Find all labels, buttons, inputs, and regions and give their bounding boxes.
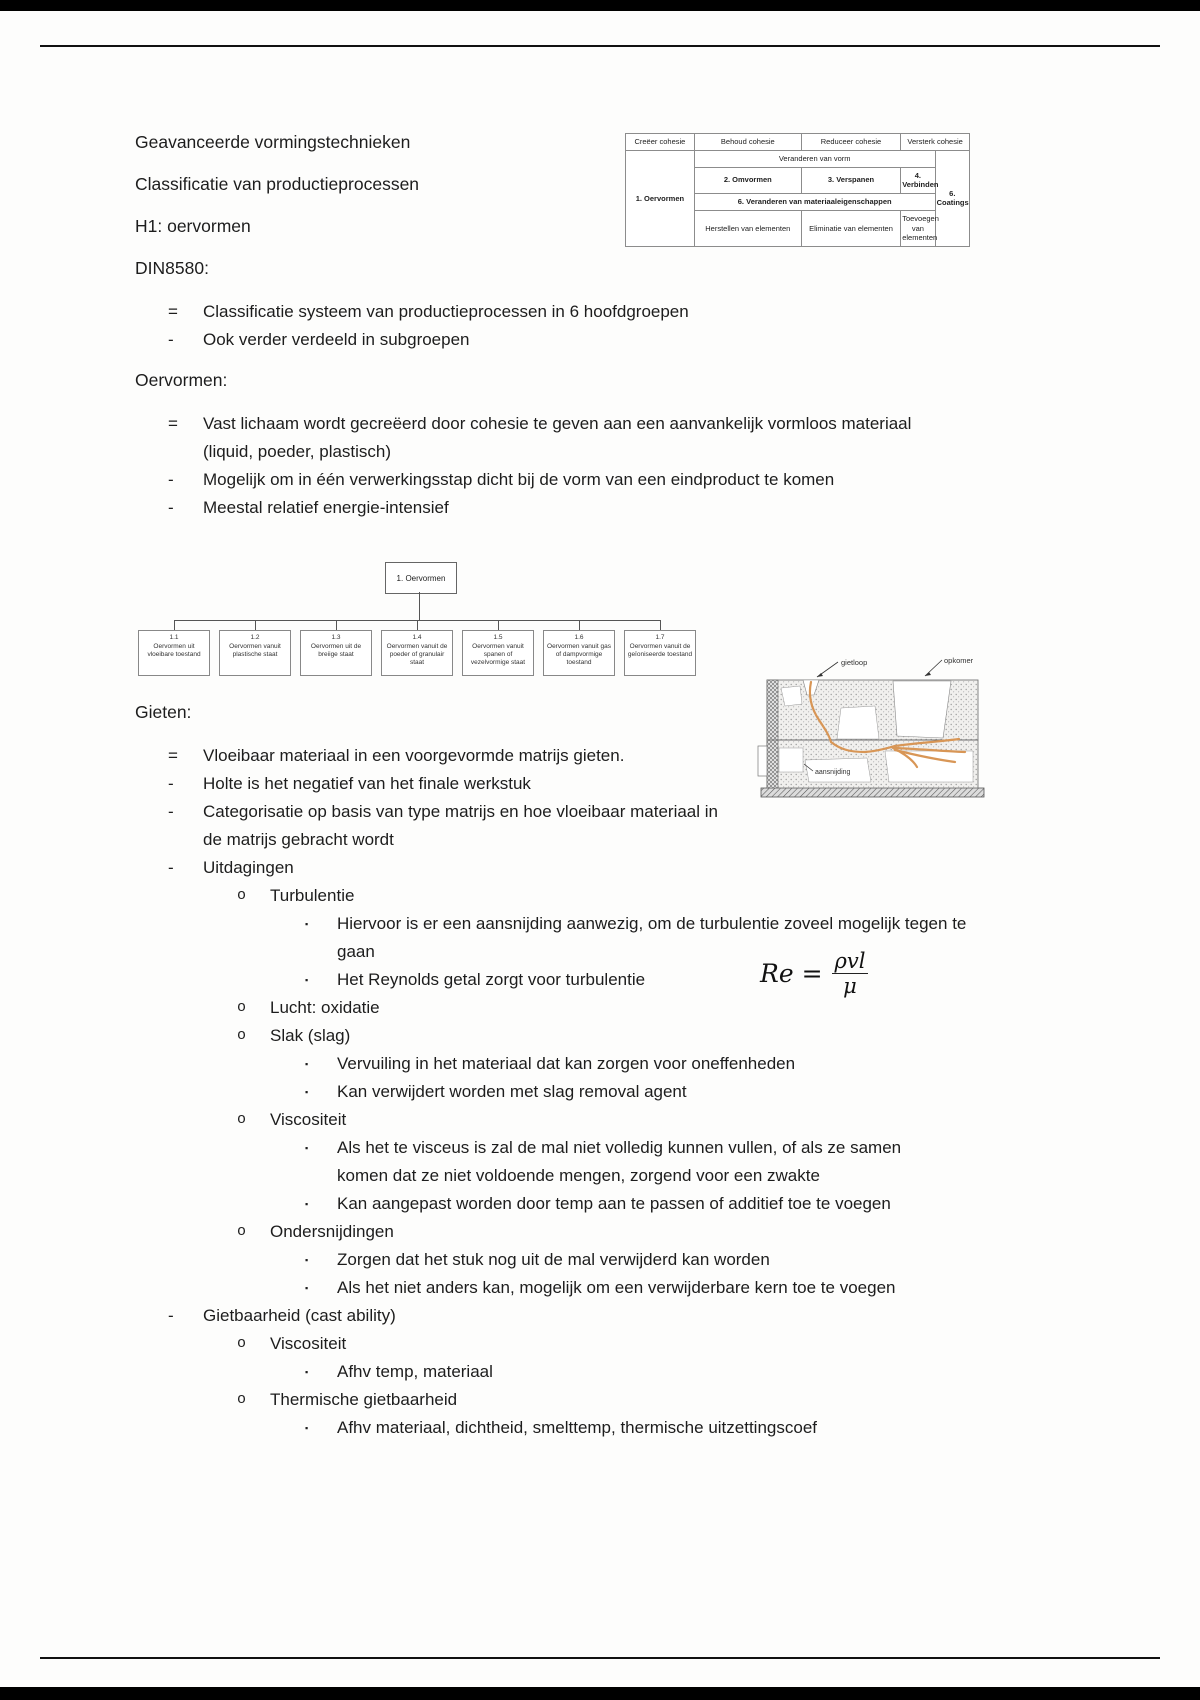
doc-subtitle: Classificatie van productieprocessen xyxy=(135,174,420,194)
top-black-bar xyxy=(0,0,1200,11)
tree-connector xyxy=(498,620,499,630)
list-item xyxy=(135,1246,1005,1274)
top-rule xyxy=(40,45,1160,47)
tree-node xyxy=(624,630,696,676)
bullet-text: Holte is het negatief van het finale werkstuk xyxy=(203,774,531,793)
tree-connector xyxy=(579,620,580,630)
svg-text:gietloop: gietloop xyxy=(841,658,868,667)
bullet-text: Zorgen dat het stuk nog uit de mal verwijderd kan worden xyxy=(337,1250,770,1269)
formula-numerator: ρvl xyxy=(832,950,869,974)
bullet-text: Kan aangepast worden door temp aan te passen of additief toe te voegen xyxy=(337,1194,891,1213)
bullet-text: Classificatie systeem van productieprocessen in 6 hoofdgroepen xyxy=(203,302,689,321)
list-item xyxy=(135,1218,1005,1246)
list-item xyxy=(135,742,1005,770)
tree-node xyxy=(219,630,291,676)
table-cell-verbinden: 4. Verbinden xyxy=(901,167,935,194)
tree-node-label: Oervormen vanuit de poeder of granulair staat xyxy=(386,643,448,666)
table-cell-materiaaleigenschappen: 6. Veranderen van materiaaleigenschappen xyxy=(694,194,935,211)
table-cell-coatings: 6. Coatings xyxy=(935,150,969,246)
tree-node-label: Oervormen vanuit de geïoniseerde toestand xyxy=(627,643,693,658)
bullet-text: Afhv temp, materiaal xyxy=(337,1362,493,1381)
list-item xyxy=(135,798,1005,854)
list-item xyxy=(135,1106,1005,1134)
bullet-text: Meestal relatief energie-intensief xyxy=(203,498,449,517)
tree-children xyxy=(138,630,696,676)
tree-node-number: 1.5 xyxy=(493,634,503,641)
tree-node-label: Oervormen vanuit spanen of vezelvormige staat xyxy=(470,643,526,666)
tree-connector xyxy=(419,592,420,620)
svg-text:aansnijding: aansnijding xyxy=(815,769,851,776)
table-header-cell: Versterk cohesie xyxy=(901,134,970,151)
bullet-text: Viscositeit xyxy=(270,1334,347,1353)
list-item xyxy=(135,1330,1005,1358)
bullet-marker: ▪ xyxy=(305,1059,309,1069)
bullet-text: Hiervoor is er een aansnijding aanwezig, om de turbulentie zoveel mogelijk tegen te gaan xyxy=(337,914,967,961)
table-cell-veranderen-vorm: Veranderen van vorm xyxy=(694,150,935,167)
oervormen-list xyxy=(135,410,1005,522)
bullet-text: Thermische gietbaarheid xyxy=(270,1390,458,1409)
bullet-marker: ▪ xyxy=(305,1087,309,1097)
bullet-marker: ▪ xyxy=(305,1143,309,1153)
bottom-black-bar xyxy=(0,1687,1200,1700)
list-item xyxy=(135,1302,1005,1330)
tree-node xyxy=(462,630,534,676)
tree-connector xyxy=(255,620,256,630)
formula-fraction xyxy=(832,950,869,997)
list-item xyxy=(135,770,1005,798)
tree-connector xyxy=(660,620,661,630)
bullet-marker: ▪ xyxy=(305,1283,309,1293)
oervormen-tree-diagram xyxy=(135,562,1005,682)
bullet-text: Ondersnijdingen xyxy=(270,1222,394,1241)
tree-root: 1. Oervormen xyxy=(385,562,457,594)
tree-node-label: Oervormen uit de breiige staat xyxy=(310,643,362,658)
bullet-text: Vast lichaam wordt gecreëerd door cohesie te geven aan een aanvankelijk vormloos materiaal (liquid, poeder, plastisch) xyxy=(203,414,912,461)
bullet-marker: = xyxy=(168,746,178,765)
table-header-cell: Creëer cohesie xyxy=(626,134,695,151)
doc-title: Geavanceerde vormingstechnieken xyxy=(135,132,411,152)
bullet-marker: o xyxy=(237,1335,247,1352)
list-item xyxy=(135,1050,1005,1078)
tree-node xyxy=(381,630,453,676)
bullet-marker: - xyxy=(168,774,174,793)
list-item xyxy=(135,882,1005,910)
bullet-text: Kan verwijdert worden met slag removal agent xyxy=(337,1082,687,1101)
bullet-text: Afhv materiaal, dichtheid, smelttemp, thermische uitzettingscoef xyxy=(337,1418,817,1437)
bullet-marker: - xyxy=(168,330,174,349)
bullet-text: Mogelijk om in één verwerkingsstap dicht bij de vorm van een eindproduct te komen xyxy=(203,470,835,489)
tree-node xyxy=(300,630,372,676)
list-item xyxy=(135,1274,1005,1302)
list-item xyxy=(135,494,1005,522)
bullet-text: Categorisatie op basis van type matrijs en hoe vloeibaar materiaal in de matrijs gebracht wordt xyxy=(203,802,718,849)
bullet-marker: ▪ xyxy=(305,975,309,985)
gieten-list xyxy=(135,742,1005,1442)
list-item xyxy=(135,410,1005,466)
bullet-text: Turbulentie xyxy=(270,886,355,905)
svg-text:opkomer: opkomer xyxy=(944,656,974,665)
bullet-marker: = xyxy=(168,302,178,321)
bullet-marker: ▪ xyxy=(305,1367,309,1377)
bullet-marker: - xyxy=(168,498,174,517)
list-item xyxy=(135,1358,1005,1386)
table-cell-herstellen: Herstellen van elementen xyxy=(694,210,801,246)
table-cell-omvormen: 2. Omvormen xyxy=(694,167,801,194)
gieten-heading: Gieten: xyxy=(135,702,192,722)
bullet-marker: = xyxy=(168,414,178,433)
bullet-text: Als het niet anders kan, mogelijk om een verwijderbare kern toe te voegen xyxy=(337,1278,896,1297)
table-header-cell: Reduceer cohesie xyxy=(801,134,900,151)
bullet-text: Gietbaarheid (cast ability) xyxy=(203,1306,396,1325)
list-item xyxy=(135,1134,1005,1190)
tree-node-label: Oervormen uit vloeibare toestand xyxy=(147,643,201,658)
bottom-rule xyxy=(40,1657,1160,1659)
list-item xyxy=(135,854,1005,882)
bullet-marker: o xyxy=(237,887,247,904)
list-item xyxy=(135,298,1005,326)
list-item xyxy=(135,1190,1005,1218)
list-item xyxy=(135,1386,1005,1414)
bullet-marker: ▪ xyxy=(305,1199,309,1209)
bullet-marker: - xyxy=(168,470,174,489)
bullet-marker: ▪ xyxy=(305,1423,309,1433)
chapter-heading: H1: oervormen xyxy=(135,216,251,236)
tree-node xyxy=(543,630,615,676)
formula-lhs: Re = xyxy=(760,958,823,988)
din-heading: DIN8580: xyxy=(135,258,209,278)
reynolds-formula xyxy=(760,950,868,997)
tree-connector xyxy=(174,620,175,630)
table-cell-oervormen: 1. Oervormen xyxy=(626,150,695,246)
bullet-marker: o xyxy=(237,1391,247,1408)
list-item xyxy=(135,326,1005,354)
bullet-marker: o xyxy=(237,1223,247,1240)
bullet-text: Het Reynolds getal zorgt voor turbulentie xyxy=(337,970,646,989)
list-item xyxy=(135,1414,1005,1442)
table-cell-verspanen: 3. Verspanen xyxy=(801,167,900,194)
tree-node-number: 1.2 xyxy=(250,634,260,641)
bullet-marker: - xyxy=(168,1306,174,1325)
bullet-marker: o xyxy=(237,1111,247,1128)
bullet-text: Vloeibaar materiaal in een voorgevormde matrijs gieten. xyxy=(203,746,625,765)
tree-node-number: 1.1 xyxy=(169,634,179,641)
tree-node-number: 1.7 xyxy=(655,634,665,641)
din-list xyxy=(135,298,1005,354)
bullet-text: Ook verder verdeeld in subgroepen xyxy=(203,330,470,349)
bullet-marker: ▪ xyxy=(305,1255,309,1265)
list-item xyxy=(135,1078,1005,1106)
tree-node-number: 1.4 xyxy=(412,634,422,641)
document-content xyxy=(135,128,1005,1454)
tree-node-number: 1.3 xyxy=(331,634,341,641)
formula-denominator: μ xyxy=(843,974,857,999)
bullet-text: Uitdagingen xyxy=(203,858,294,877)
bullet-marker: o xyxy=(237,1027,247,1044)
tree-connector xyxy=(417,620,418,630)
bullet-text: Slak (slag) xyxy=(270,1026,351,1045)
table-header-cell: Behoud cohesie xyxy=(694,134,801,151)
bullet-text: Viscositeit xyxy=(270,1110,347,1129)
tree-node-label: Oervormen vanuit gas of dampvormige toestand xyxy=(547,643,611,666)
list-item xyxy=(135,994,1005,1022)
bullet-text: Als het te visceus is zal de mal niet volledig kunnen vullen, of als ze samen komen dat ze niet voldoende mengen, zorgend voor een zwakte xyxy=(337,1138,902,1185)
tree-node xyxy=(138,630,210,676)
table-cell-toevoegen: Toevoegen van elementen xyxy=(901,210,935,246)
tree-connector xyxy=(336,620,337,630)
bullet-text: Lucht: oxidatie xyxy=(270,998,380,1017)
bullet-text: Vervuiling in het materiaal dat kan zorgen voor oneffenheden xyxy=(337,1054,796,1073)
oervormen-heading: Oervormen: xyxy=(135,370,228,390)
tree-node-number: 1.6 xyxy=(574,634,584,641)
list-item xyxy=(135,466,1005,494)
bullet-marker: ▪ xyxy=(305,919,309,929)
list-item xyxy=(135,949,1005,999)
bullet-marker: - xyxy=(168,858,174,877)
bullet-marker: - xyxy=(168,802,174,821)
bullet-marker: o xyxy=(237,999,247,1016)
list-item xyxy=(135,910,1005,966)
list-item xyxy=(135,1022,1005,1050)
table-cell-eliminatie: Eliminatie van elementen xyxy=(801,210,900,246)
tree-node-label: Oervormen vanuit plastische staat xyxy=(229,643,281,658)
